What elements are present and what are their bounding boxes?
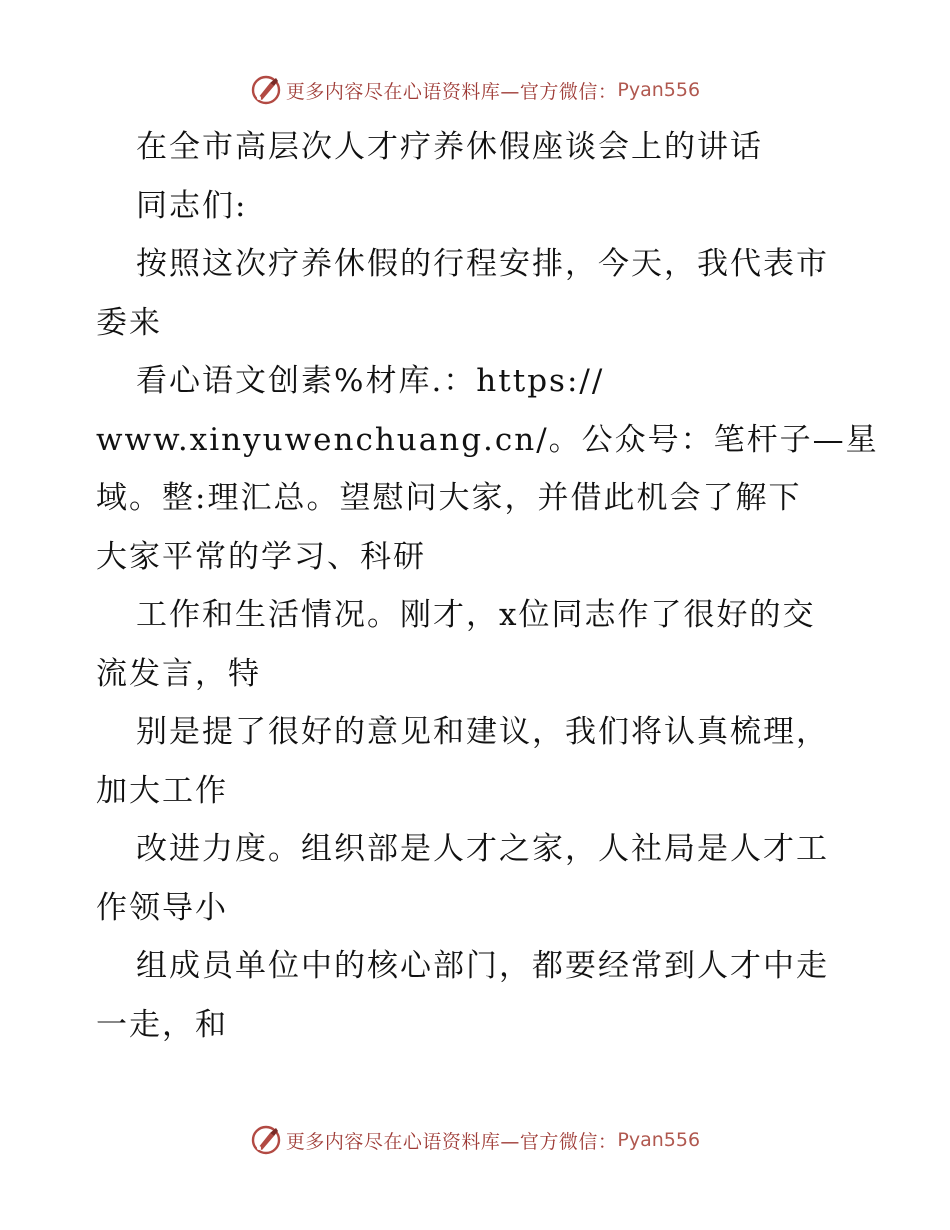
watermark-text: 更多内容尽在心语资料库—官方微信： xyxy=(285,80,618,103)
watermark-wechat-id: Pyan556 xyxy=(617,79,701,101)
watermark-text: 更多内容尽在心语资料库—官方微信： xyxy=(285,1130,618,1153)
greeting: 同志们: xyxy=(136,187,248,224)
quill-pen-circle-icon xyxy=(250,1124,282,1156)
paragraph-line: 看心语文创素%材库.：https:// xyxy=(136,363,605,399)
paragraph-line: www.xinyuwenchuang.cn/。公众号：笔杆子—星 xyxy=(96,421,879,458)
paragraph-line: 改进力度。组织部是人才之家，人社局是人才工 xyxy=(136,831,829,867)
paragraph-line: 大家平常的学习、科研 xyxy=(96,538,426,575)
paragraph-line: 加大工作 xyxy=(96,772,228,809)
paragraph-line: 工作和生活情况。刚才，x位同志作了很好的交 xyxy=(136,597,816,633)
footer-watermark xyxy=(0,1120,950,1160)
paragraph-line: 委来 xyxy=(96,304,162,341)
paragraph-line: 按照这次疗养休假的行程安排，今天，我代表市 xyxy=(136,246,829,282)
document-body xyxy=(96,118,879,1054)
paragraph-line: 别是提了很好的意见和建议，我们将认真梳理， xyxy=(136,714,829,750)
watermark-wechat-id: Pyan556 xyxy=(617,1129,701,1151)
paragraph-line: 流发言，特 xyxy=(96,655,261,692)
paragraph-line: 域。整:理汇总。望慰问大家，并借此机会了解下 xyxy=(96,480,802,516)
quill-pen-circle-icon xyxy=(250,74,282,106)
paragraph-line: 作领导小 xyxy=(96,889,228,926)
paragraph-line: 一走，和 xyxy=(96,1006,228,1043)
header-watermark xyxy=(0,70,950,110)
paragraph-line: 组成员单位中的核心部门，都要经常到人才中走 xyxy=(136,948,829,984)
document-title: 在全市高层次人才疗养休假座谈会上的讲话 xyxy=(136,129,763,165)
